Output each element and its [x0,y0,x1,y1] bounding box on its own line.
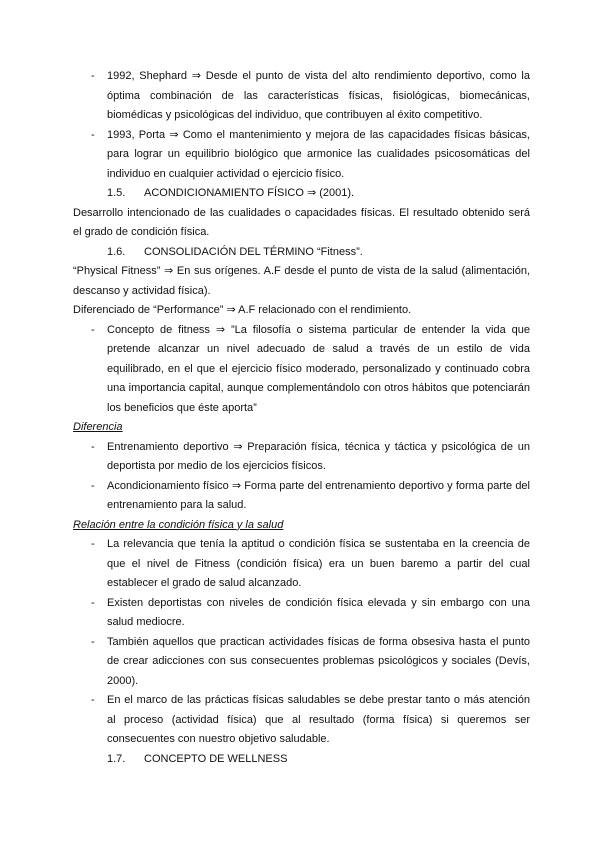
list-item [73,126,530,185]
page-content [73,67,530,769]
list-item [73,594,530,633]
bullet-dash: - [91,538,95,550]
bullet-dash: - [91,635,95,648]
list-item-text: 1993, Porta ⇒ Como el mantenimiento y mejora de las capacidades físicas básicas, para lograr un equilibrio biológico que armonice las cualidades psicosomáticas del individuo en cualquier actividad o ejercicio físico. [107,128,530,180]
list-item-text: Concepto de fitness ⇒ ”La filosofía o sistema particular de entender la vida que pretende alcanzar un nivel adecuado de salud a través de un estilo de vida equilibrado, en el que el ejercicio físico moderado, personalizado y continuado cobra una importancia capital, aunque complementándolo con otros hábitos que potenciarán los beneficios que éste aporta” [107,323,530,414]
list-item [73,67,530,126]
section-number: 1.5. [107,187,126,199]
paragraph: Desarrollo intencionado de las cualidades o capacidades físicas. El resultado obtenido será el grado de condición física. [73,206,530,238]
list-item [73,535,530,594]
list-item [73,321,530,419]
list-item [73,691,530,750]
paragraph: Diferenciado de “Performance” ⇒ A.F relacionado con el rendimiento. [73,304,412,316]
section-number: 1.6. [107,245,126,258]
list-item-text: Acondicionamiento físico ⇒ Forma parte del entrenamiento deportivo y forma parte del entrenamiento para la salud. [107,479,530,511]
list-item [73,633,530,692]
bullet-dash: - [91,440,95,453]
bullet-dash: - [91,70,95,82]
bullet-dash: - [91,323,95,336]
paragraph: “Physical Fitness” ⇒ En sus orígenes. A.F desde el punto de vista de la salud (alimentación, descanso y actividad física). [73,265,530,297]
list-item-text: En el marco de las prácticas físicas saludables se debe prestar tanto o más atención al proceso (actividad física) que al resultado (forma física) si queremos ser consecuentes con nuestro objetivo saludable. [107,694,530,745]
section-title: ACONDICIONAMIENTO FÍSICO ⇒ (2001). [144,187,355,199]
bullet-dash: - [91,128,95,141]
section-title: CONSOLIDACIÓN DEL TÉRMINO “Fitness”. [144,245,363,258]
bullet-dash: - [91,694,95,706]
section-heading-1-6 [73,243,530,263]
bullet-dash: - [91,596,95,609]
section-number: 1.7. [107,752,126,765]
list-item-text: Existen deportistas con niveles de condición física elevada y sin embargo con una salud mediocre. [107,596,530,628]
list-item-text: También aquellos que practican actividades físicas de forma obsesiva hasta el punto de crear adicciones con sus consecuentes problemas psicológicos y sociales (Devís, 2000). [107,635,530,687]
list-item-text: Entrenamiento deportivo ⇒ Preparación física, técnica y táctica y psicológica de un deportista por medio de los ejercicios físicos. [107,440,530,472]
bullet-dash: - [91,479,95,492]
section-title: CONCEPTO DE WELLNESS [144,752,288,765]
subheading-diferencia: Diferencia [73,421,123,433]
section-heading-1-5 [73,184,530,204]
list-item-text: 1992, Shephard ⇒ Desde el punto de vista del alto rendimiento deportivo, como la óptima combinación de las características físicas, fisiológicas, biomecánicas, biomédicas y psicológicas del individuo, que contribuyen al éxito competitivo. [107,70,530,121]
list-item-text: La relevancia que tenía la aptitud o condición física se sustentaba en la creencia de que el nivel de Fitness (condición física) era un buen baremo a partir del cual establecer el grado de salud alcanzado. [107,538,530,589]
list-item [73,438,530,477]
list-item [73,477,530,516]
subheading-relacion: Relación entre la condición física y la salud [73,518,284,531]
section-heading-1-7 [73,750,530,770]
